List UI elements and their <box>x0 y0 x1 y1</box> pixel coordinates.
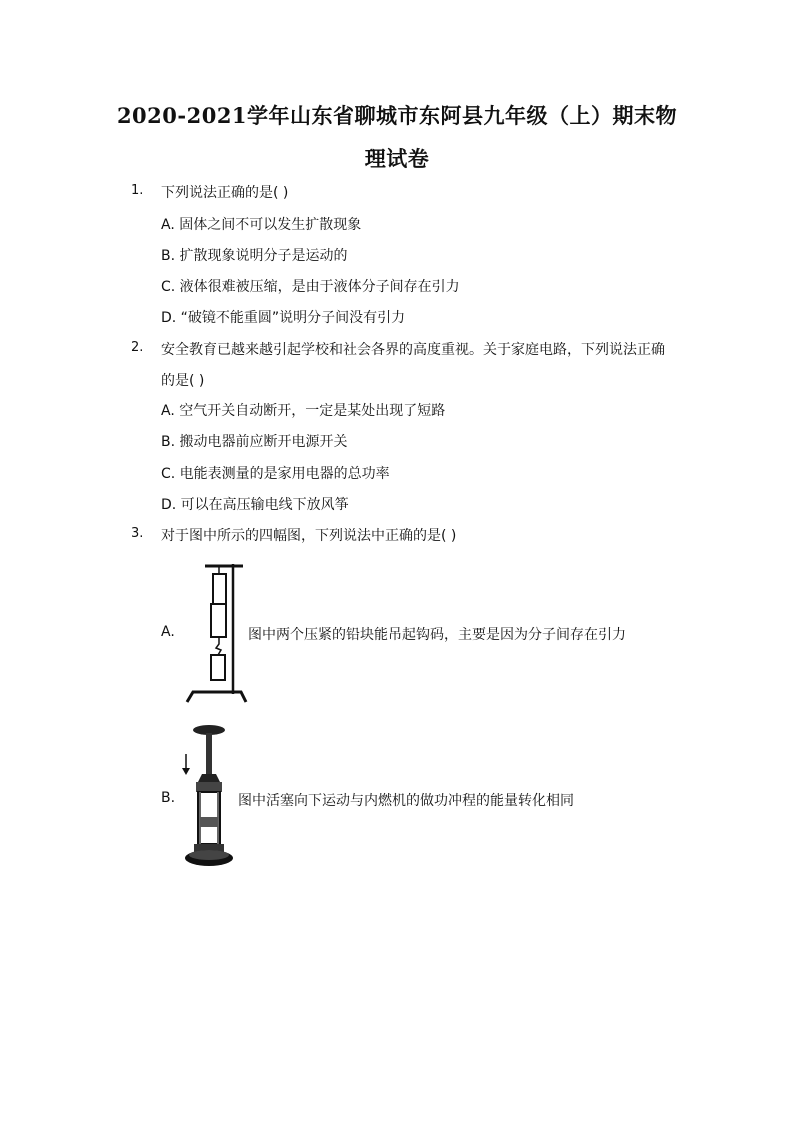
question-1-option-b: B. 扩散现象说明分子是运动的 <box>161 248 348 264</box>
question-2-option-c: C. 电能表测量的是家用电器的总功率 <box>161 466 390 482</box>
page-title-line-2: 理试卷 <box>364 146 430 171</box>
question-2-text-line-2: 的是( ) <box>161 373 205 389</box>
question-2-text-line-1: 安全教育已越来越引起学校和社会各界的高度重视。关于家庭电路，下列说法正确 <box>161 342 665 358</box>
question-3-option-a-text: 图中两个压紧的铅块能吊起钩码，主要是因为分子间存在引力 <box>248 627 626 643</box>
question-3-option-b-label: B. <box>161 790 176 806</box>
question-1-number: 1. <box>131 183 144 198</box>
page-title-line-1: 2020-2021学年山东省聊城市东阿县九年级（上）期末物 <box>116 103 678 128</box>
question-2-option-b: B. 搬动电器前应断开电源开关 <box>161 434 348 450</box>
piston-cylinder-figure <box>178 722 240 872</box>
question-3-option-a-label: A. <box>161 624 175 640</box>
question-3-text: 对于图中所示的四幅图，下列说法中正确的是( ) <box>161 528 457 544</box>
question-1-text: 下列说法正确的是( ) <box>161 185 289 201</box>
lead-blocks-figure <box>183 560 253 708</box>
question-3-number: 3. <box>131 526 144 541</box>
question-1-option-c: C. 液体很难被压缩，是由于液体分子间存在引力 <box>161 279 460 295</box>
question-2-option-d: D. 可以在高压输电线下放风筝 <box>161 497 349 513</box>
question-1-option-d: D. “破镜不能重圆”说明分子间没有引力 <box>161 310 406 326</box>
question-3-option-b-text: 图中活塞向下运动与内燃机的做功冲程的能量转化相同 <box>238 793 574 809</box>
question-2-option-a: A. 空气开关自动断开，一定是某处出现了短路 <box>161 403 446 419</box>
question-2-number: 2. <box>131 340 144 355</box>
question-1-option-a: A. 固体之间不可以发生扩散现象 <box>161 217 362 233</box>
